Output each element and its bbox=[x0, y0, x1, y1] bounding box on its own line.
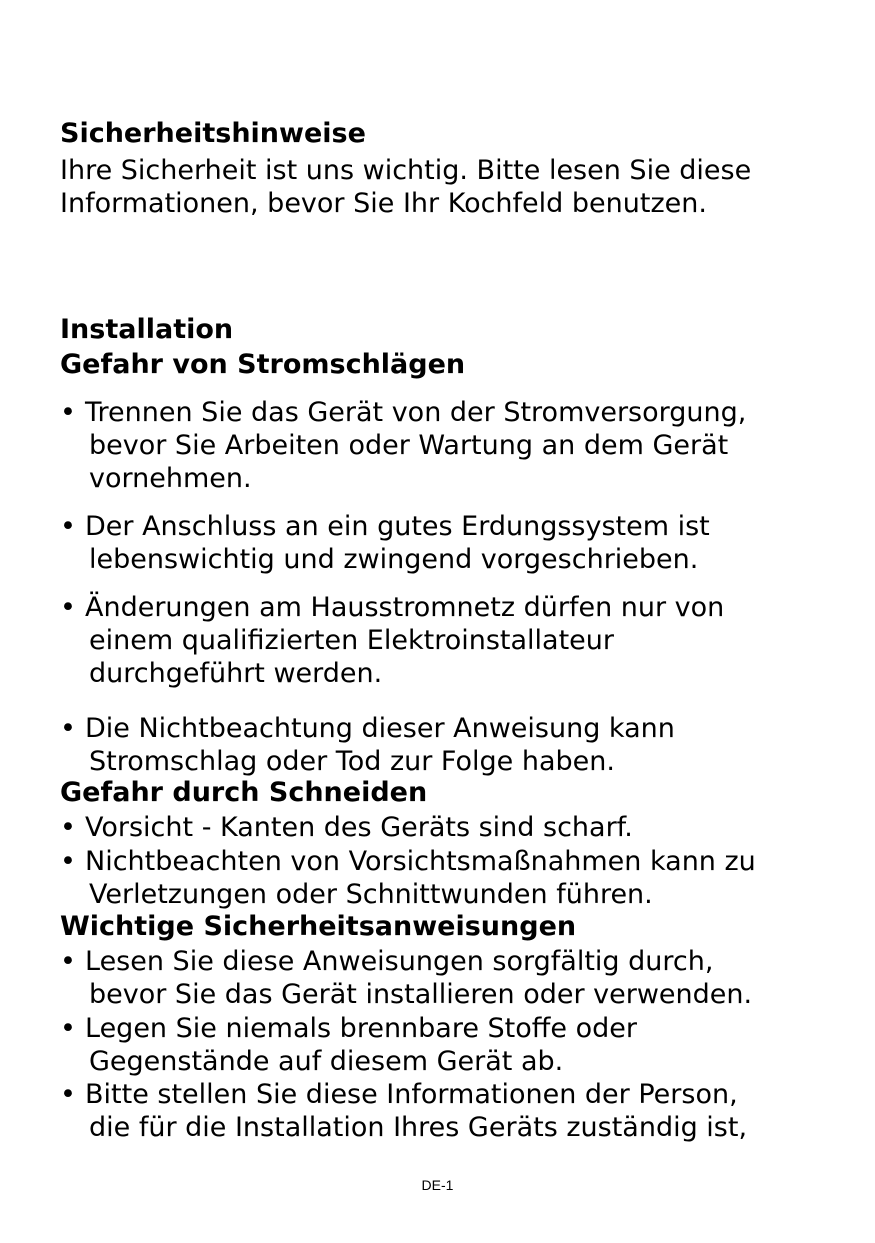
section-heading-cutting: Gefahr durch Schneiden bbox=[60, 777, 428, 808]
page-title: Sicherheitshinweise bbox=[60, 118, 366, 149]
bullet-icon: • bbox=[60, 511, 76, 542]
section-heading-electric-shock: Gefahr von Stromschlägen bbox=[60, 349, 466, 380]
list-item: • Trennen Sie das Gerät von der Stromversorgung, bevor Sie Arbeiten oder Wartung an dem Gerät vornehmen. bbox=[60, 397, 747, 494]
section-heading-important-safety: Wichtige Sicherheitsanweisungen bbox=[60, 911, 577, 942]
list-item: • Der Anschluss an ein gutes Erdungssystem ist lebenswichtig und zwingend vorgeschrieben. bbox=[60, 511, 710, 575]
list-item: • Legen Sie niemals brennbare Stoffe oder Gegenstände auf diesem Gerät ab. bbox=[60, 1013, 637, 1077]
list-item: • Nichtbeachten von Vorsichtsmaßnahmen kann zu Verletzungen oder Schnittwunden führen. bbox=[60, 846, 756, 910]
list-item: • Änderungen am Hausstromnetz dürfen nur von einem qualifizierten Elektroinstallateur durchgeführt werden. bbox=[60, 592, 725, 689]
bullet-icon: • bbox=[60, 1079, 76, 1110]
intro-line-2: Informationen, bevor Sie Ihr Kochfeld benutzen. bbox=[60, 188, 707, 219]
bullet-icon: • bbox=[60, 592, 76, 623]
bullet-icon: • bbox=[60, 1013, 76, 1044]
bullet-icon: • bbox=[60, 397, 76, 428]
bullet-icon: • bbox=[60, 946, 76, 977]
installation-heading: Installation bbox=[60, 314, 234, 345]
bullet-icon: • bbox=[60, 812, 76, 843]
bullet-icon: • bbox=[60, 713, 76, 744]
list-item: • Vorsicht - Kanten des Geräts sind scharf. bbox=[60, 812, 633, 843]
list-item: • Bitte stellen Sie diese Informationen der Person, die für die Installation Ihres Geräts zuständig ist, bbox=[60, 1079, 748, 1143]
list-item: • Die Nichtbeachtung dieser Anweisung kann Stromschlag oder Tod zur Folge haben. bbox=[60, 713, 675, 777]
page-number: DE-1 bbox=[421, 1177, 454, 1193]
list-item: • Lesen Sie diese Anweisungen sorgfältig durch, bevor Sie das Gerät installieren oder verwenden. bbox=[60, 946, 753, 1010]
intro-line-1: Ihre Sicherheit ist uns wichtig. Bitte lesen Sie diese bbox=[60, 155, 752, 186]
bullet-icon: • bbox=[60, 846, 76, 877]
